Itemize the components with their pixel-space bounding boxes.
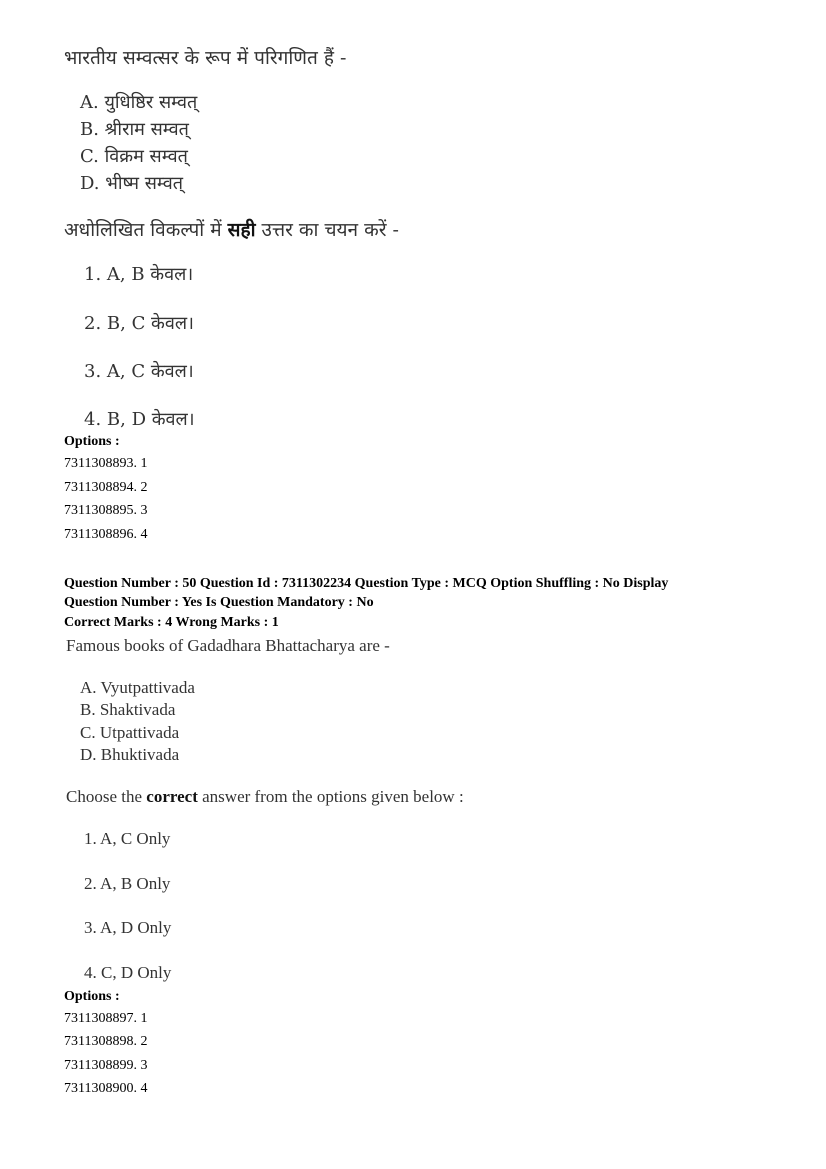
q49-option-id-1: 7311308893. 1 bbox=[64, 456, 148, 471]
q50-meta-line-1: Question Number : 50 Question Id : 7311302234 Question Type : MCQ Option Shuffling : No Display bbox=[64, 576, 669, 591]
q50-option-id-2: 7311308898. 2 bbox=[64, 1034, 148, 1049]
q50-item-c: C. Utpattivada bbox=[80, 723, 180, 742]
q50-stem: Famous books of Gadadhara Bhattacharya are - bbox=[66, 636, 390, 655]
q50-item-b: B. Shaktivada bbox=[80, 700, 176, 719]
q50-instruction-pre: Choose the bbox=[66, 787, 147, 806]
q49-option-id-2: 7311308894. 2 bbox=[64, 480, 148, 495]
q50-choice-2: 2. A, B Only bbox=[84, 874, 171, 893]
q49-choice-2: 2. B, C केवल। bbox=[84, 313, 194, 334]
q49-options-label: Options : bbox=[64, 434, 120, 449]
q49-choice-1: 1. A, B केवल। bbox=[84, 264, 194, 285]
q50-meta-line-2: Question Number : Yes Is Question Mandatory : No bbox=[64, 595, 374, 610]
q49-stem: भारतीय सम्वत्सर के रूप में परिगणित हैं - bbox=[64, 47, 347, 69]
q50-choice-4: 4. C, D Only bbox=[84, 963, 172, 982]
q49-instruction-post: उत्तर का चयन करें - bbox=[255, 219, 399, 241]
q50-choice-3: 3. A, D Only bbox=[84, 918, 172, 937]
q49-item-d: D. भीष्म सम्वत् bbox=[80, 173, 184, 194]
q49-choice-4: 4. B, D केवल। bbox=[84, 409, 195, 430]
q49-instruction bbox=[64, 216, 399, 242]
q50-meta-line-3: Correct Marks : 4 Wrong Marks : 1 bbox=[64, 615, 279, 630]
q50-options-label: Options : bbox=[64, 989, 120, 1004]
q50-option-id-3: 7311308899. 3 bbox=[64, 1058, 148, 1073]
q50-instruction-post: answer from the options given below : bbox=[197, 787, 464, 806]
q49-instruction-bold: सही bbox=[227, 219, 256, 241]
q49-item-b: B. श्रीराम सम्वत् bbox=[80, 119, 189, 140]
q49-option-id-4: 7311308896. 4 bbox=[64, 527, 148, 542]
q50-option-id-1: 7311308897. 1 bbox=[64, 1011, 148, 1026]
q50-choice-1: 1. A, C Only bbox=[84, 829, 171, 848]
q50-item-d: D. Bhuktivada bbox=[80, 745, 180, 764]
q50-instruction-bold: correct bbox=[146, 787, 198, 806]
q49-choice-3: 3. A, C केवल। bbox=[84, 361, 194, 382]
q49-item-a: A. युधिष्ठिर सम्वत् bbox=[80, 92, 198, 113]
q50-option-id-4: 7311308900. 4 bbox=[64, 1081, 148, 1096]
q49-item-c: C. विक्रम सम्वत् bbox=[80, 146, 188, 167]
q49-option-id-3: 7311308895. 3 bbox=[64, 503, 148, 518]
q50-item-a: A. Vyutpattivada bbox=[80, 678, 195, 697]
q49-instruction-pre: अधोलिखित विकल्पों में bbox=[64, 219, 228, 241]
q50-instruction bbox=[66, 787, 464, 807]
